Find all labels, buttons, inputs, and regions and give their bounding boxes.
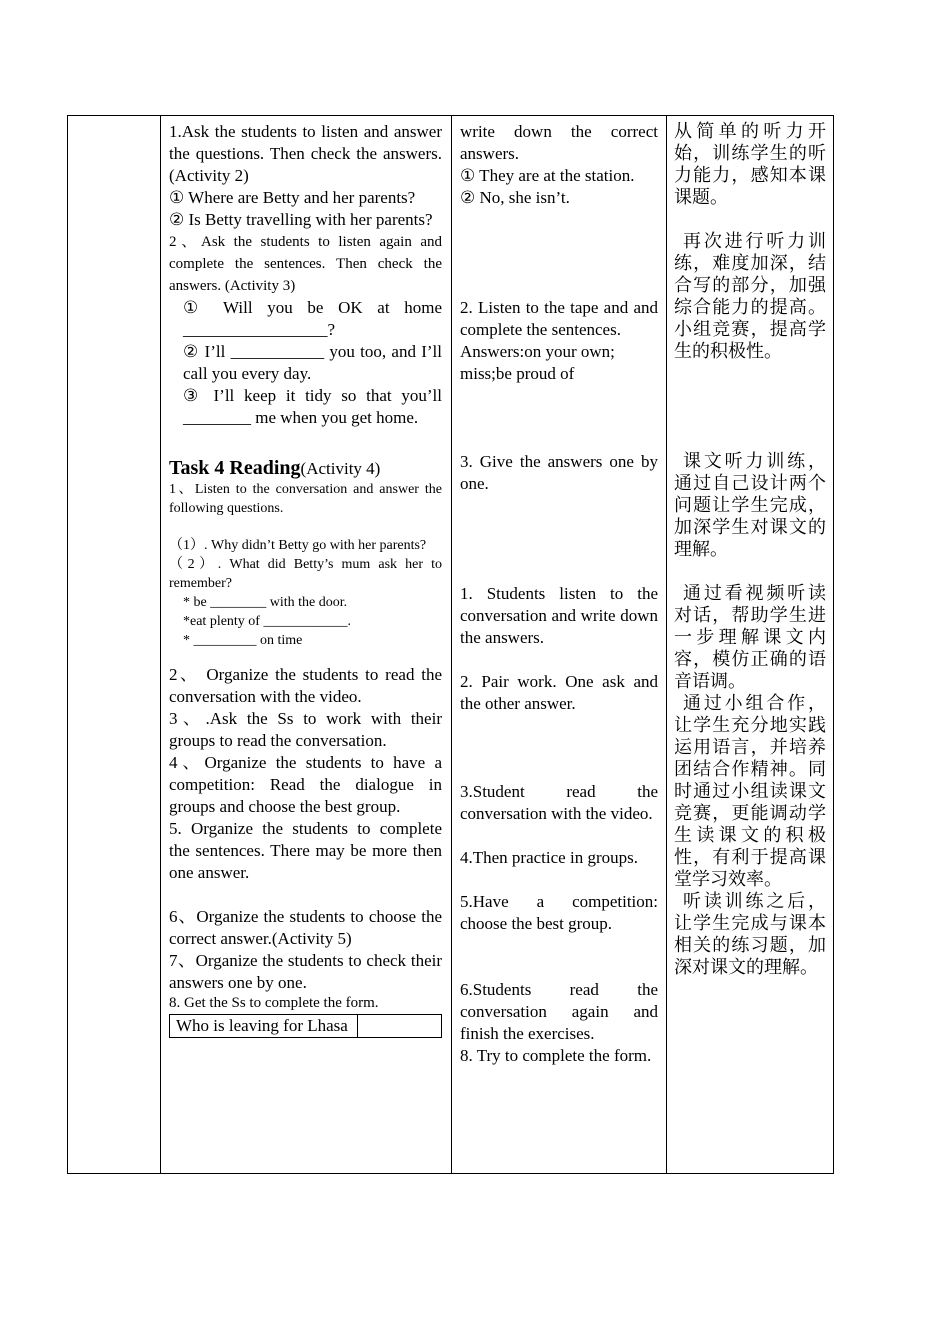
column-divider xyxy=(160,116,161,1173)
intent-6: 听读训练之后，让学生完成与课本相关的练习题，加深对课文的理解。 xyxy=(674,891,826,978)
answer-instruction: write down the correct answers. xyxy=(460,122,658,163)
organize-step-8: 8. Get the Ss to complete the form. xyxy=(169,995,379,1011)
sentence-3: ③ I’ll keep it tidy so that you’ll ________ me when you get home. xyxy=(183,386,442,427)
question-2: ② Is Betty travelling with her parents? xyxy=(169,210,433,229)
reading-question-2: （2）. What did Betty’s mum ask her to remember? xyxy=(169,557,442,591)
reading-step-1: 1、Listen to the conversation and answer the following questions. xyxy=(169,482,442,516)
organize-step-2: 2、 Organize the students to read the conversation with the video. xyxy=(169,665,442,706)
intent-3: 课文听力训练，通过自己设计两个问题让学生完成，加深学生对课文的理解。 xyxy=(674,451,826,560)
student-step-listen: 2. Listen to the tape and and complete the sentences. xyxy=(460,298,658,339)
lhasa-form xyxy=(169,1014,442,1038)
task-title: Task 4 Reading xyxy=(169,457,301,479)
form-question-cell: Who is leaving for Lhasa xyxy=(170,1015,358,1038)
listening-step-1: 1.Ask the students to listen and answer the questions. Then check the answers. (Activity 2) xyxy=(169,122,442,185)
student-activities-column xyxy=(460,121,658,1067)
reading-question-1: （1）. Why didn’t Betty go with her parents? xyxy=(169,538,427,553)
organize-step-7: 7、Organize the students to check their answers one by one. xyxy=(169,951,442,992)
blank-2: *eat plenty of ____________. xyxy=(183,614,351,629)
form-answer-cell xyxy=(358,1015,442,1038)
column-divider xyxy=(451,116,452,1173)
teacher-activities-column xyxy=(169,121,442,1038)
student-step-3: 3.Student read the conversation with the video. xyxy=(460,782,658,823)
student-step-8: 8. Try to complete the form. xyxy=(460,1046,652,1065)
sentence-1: ① Will you be OK at home _________________? xyxy=(183,298,442,339)
sentence-2: ② I’ll ___________ you too, and I’ll call you every day. xyxy=(183,342,442,383)
column-divider xyxy=(666,116,667,1173)
student-step-1: 1. Students listen to the conversation and write down the answers. xyxy=(460,584,658,647)
lesson-plan-table xyxy=(67,115,834,1174)
student-step-give-answers: 3. Give the answers one by one. xyxy=(460,452,658,493)
answer-1: ① They are at the station. xyxy=(460,166,635,185)
intent-4: 通过看视频听读对话，帮助学生进一步理解课文内容，模仿正确的语音语调。 xyxy=(674,583,826,692)
answer-2: ② No, she isn’t. xyxy=(460,188,570,207)
organize-step-3: 3、.Ask the Ss to work with their groups to read the conversation. xyxy=(169,709,442,750)
student-step-5: 5.Have a competition: choose the best group. xyxy=(460,892,658,933)
design-intent-column xyxy=(674,121,826,979)
organize-step-6: 6、Organize the students to choose the correct answer.(Activity 5) xyxy=(169,907,442,948)
intent-1: 从简单的听力开始，训练学生的听力能力，感知本课课题。 xyxy=(674,121,826,208)
student-answers: Answers:on your own; miss;be proud of xyxy=(460,342,615,383)
student-step-4: 4.Then practice in groups. xyxy=(460,848,638,867)
intent-2: 再次进行听力训练，难度加深，结合写的部分，加强综合能力的提高。小组竞赛，提高学生的积极性。 xyxy=(674,231,826,362)
student-step-2: 2. Pair work. One ask and the other answer. xyxy=(460,672,658,713)
student-step-6: 6.Students read the conversation again and finish the exercises. xyxy=(460,980,658,1043)
task-heading xyxy=(169,457,442,480)
organize-step-4: 4、Organize the students to have a competition: Read the dialogue in groups and choose the best group. xyxy=(169,753,442,816)
blank-3: * _________ on time xyxy=(183,633,303,648)
listening-step-2: 2、Ask the students to listen again and complete the sentences. Then check the answers. (Activity 3) xyxy=(169,234,442,294)
blank-1: * be ________ with the door. xyxy=(183,595,348,610)
intent-5: 通过小组合作，让学生充分地实践运用语言，并培养团结合作精神。同时通过小组读课文竞赛，更能调动学生读课文的积极性，有利于提高课堂学习效率。 xyxy=(674,693,826,890)
task-activity: (Activity 4) xyxy=(300,459,381,478)
organize-step-5: 5. Organize the students to complete the sentences. There may be more then one answer. xyxy=(169,819,442,882)
question-1: ① Where are Betty and her parents? xyxy=(169,188,416,207)
